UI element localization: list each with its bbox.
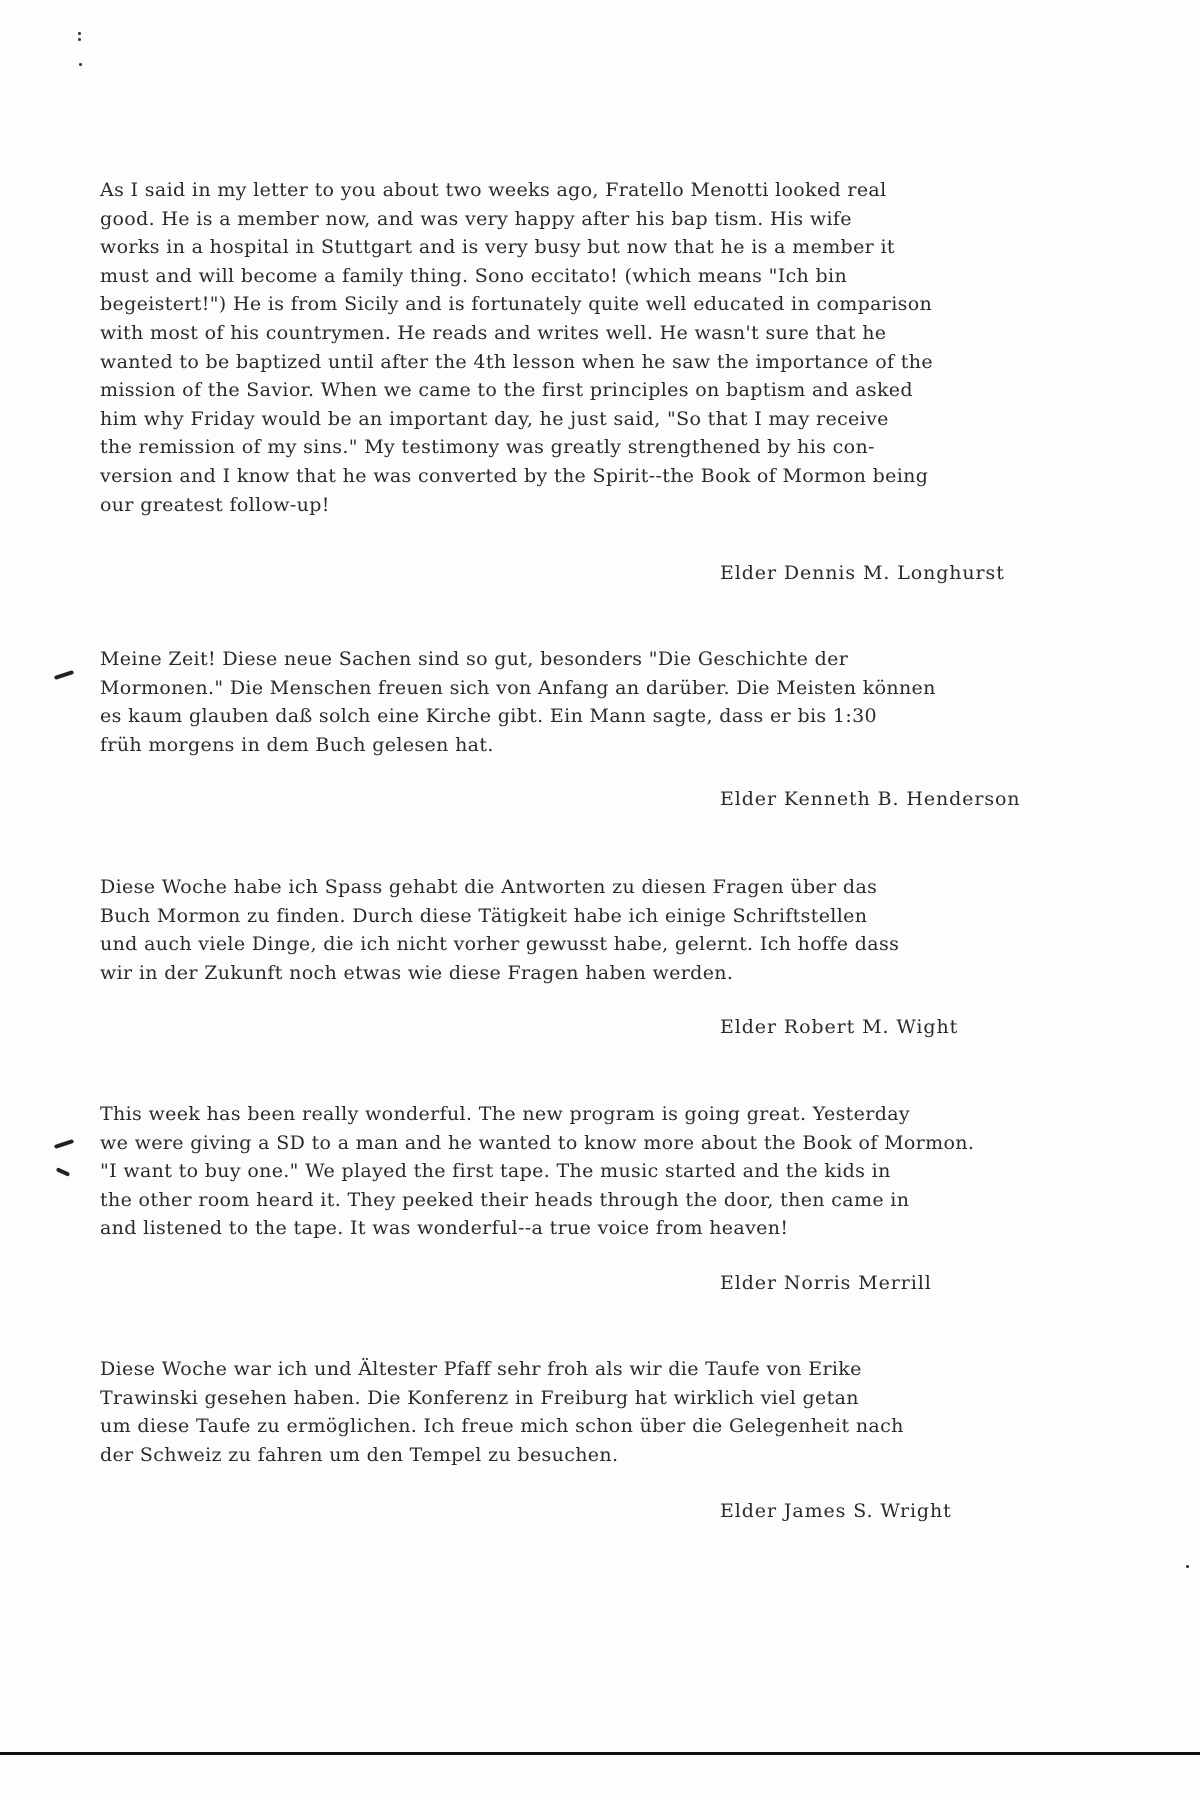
signature-merrill: Elder Norris Merrill <box>720 1272 932 1294</box>
entry-wight <box>100 873 1180 987</box>
signature-wright: Elder James S. Wright <box>720 1500 952 1522</box>
scan-mark <box>1186 1565 1189 1568</box>
margin-mark <box>54 1139 74 1149</box>
entry-merrill <box>100 1100 1180 1243</box>
entry-longhurst <box>100 176 1180 519</box>
signature-henderson: Elder Kenneth B. Henderson <box>720 788 1021 810</box>
scan-mark <box>79 63 82 66</box>
signature-wight: Elder Robert M. Wight <box>720 1016 959 1038</box>
margin-mark <box>54 670 74 680</box>
signature-longhurst: Elder Dennis M. Longhurst <box>720 562 1005 584</box>
bottom-rule <box>0 1752 1200 1755</box>
entry-wright <box>100 1355 1180 1469</box>
scan-mark <box>78 38 81 41</box>
entry-text: Meine Zeit! Diese neue Sachen sind so gut, besonders "Die Geschichte der Mormonen." Die Menschen freuen sich von Anfang an darüber. Die Meisten können es kaum glauben daß solch eine Kirche gibt. Ein Mann sagte, dass er bis 1:30 früh morgens in dem Buch gelesen hat. <box>100 648 936 756</box>
margin-mark <box>56 1167 70 1177</box>
entry-henderson <box>100 645 1180 759</box>
scan-mark <box>78 32 81 35</box>
entry-text: This week has been really wonderful. The new program is going great. Yesterday we were giving a SD to a man and he wanted to know more about the Book of Mormon. "I want to buy one." We played the first tape. The music started and the kids in the other room heard it. They peeked their heads through the door, then came in and listened to the tape. It was wonderful--a true voice from heaven! <box>100 1103 975 1240</box>
entry-text: Diese Woche habe ich Spass gehabt die Antworten zu diesen Fragen über das Buch Mormon zu finden. Durch diese Tätigkeit habe ich einige Schriftstellen und auch viele Dinge, die ich nicht vorher gewusst habe, gelernt. Ich hoffe dass wir in der Zukunft noch etwas wie diese Fragen haben werden. <box>100 876 900 984</box>
entry-text: Diese Woche war ich und Ältester Pfaff sehr froh als wir die Taufe von Erike Trawinski gesehen haben. Die Konferenz in Freiburg hat wirklich viel getan um diese Taufe zu ermöglichen. Ich freue mich schon über die Gelegenheit nach der Schweiz zu fahren um den Tempel zu besuchen. <box>100 1358 904 1466</box>
entry-text: As I said in my letter to you about two weeks ago, Fratello Menotti looked real good. He is a member now, and was very happy after his bap tism. His wife works in a hospital in Stuttgart and is very busy but now that he is a member it must and will become a family thing. Sono eccitato! (which means "Ich bin begeistert!") He is from Sicily and is fortunately quite well educated in comparison with most of his countrymen. He reads and writes well. He wasn't sure that he wanted to be baptized until after the 4th lesson when he saw the importance of the mission of the Savior. When we came to the first principles on baptism and asked him why Friday would be an important day, he just said, "So that I may receive the remission of my sins." My testimony was greatly strengthened by his con- version and I know that he was converted by the Spirit--the Book of Mormon being our greatest follow-up! <box>100 179 933 516</box>
